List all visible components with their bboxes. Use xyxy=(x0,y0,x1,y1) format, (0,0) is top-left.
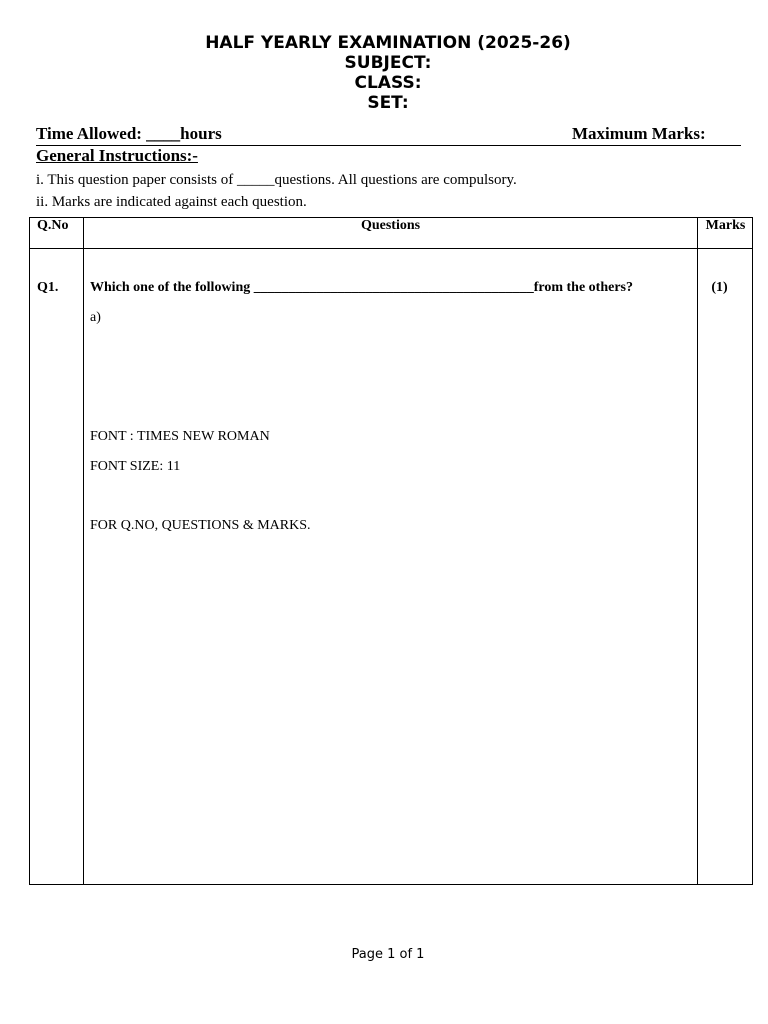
class-label: CLASS: xyxy=(354,73,422,93)
time-allowed: Time Allowed: ____hours xyxy=(36,124,222,143)
instructions-heading: General Instructions:- xyxy=(36,146,198,165)
instruction-item: i. This question paper consists of _____questions. All questions are compulsory. xyxy=(36,172,517,188)
question-marks: (1) xyxy=(711,280,728,295)
format-note: FONT SIZE: 11 xyxy=(90,459,181,474)
exam-title: HALF YEARLY EXAMINATION (2025-26) xyxy=(205,33,571,53)
header-divider xyxy=(30,248,752,249)
question-table xyxy=(29,217,753,885)
exam-header xyxy=(0,33,768,113)
column-header-marks: Marks xyxy=(705,218,746,233)
subject-label: SUBJECT: xyxy=(344,53,432,73)
format-note: FOR Q.NO, QUESTIONS & MARKS. xyxy=(90,518,311,533)
question-number: Q1. xyxy=(37,280,59,295)
exam-meta-row xyxy=(36,123,741,146)
column-header-questions: Questions xyxy=(360,218,421,233)
page-footer: Page 1 of 1 xyxy=(351,947,425,962)
instruction-item: ii. Marks are indicated against each question. xyxy=(36,194,307,210)
column-divider xyxy=(697,218,698,884)
format-note: FONT : TIMES NEW ROMAN xyxy=(90,429,270,444)
question-text: Which one of the following ________________________________________from the others? xyxy=(90,280,633,295)
column-divider xyxy=(83,218,84,884)
question-option-a: a) xyxy=(90,310,101,325)
maximum-marks: Maximum Marks: xyxy=(572,124,706,143)
set-label: SET: xyxy=(367,93,409,113)
column-header-qno: Q.No xyxy=(37,218,69,233)
